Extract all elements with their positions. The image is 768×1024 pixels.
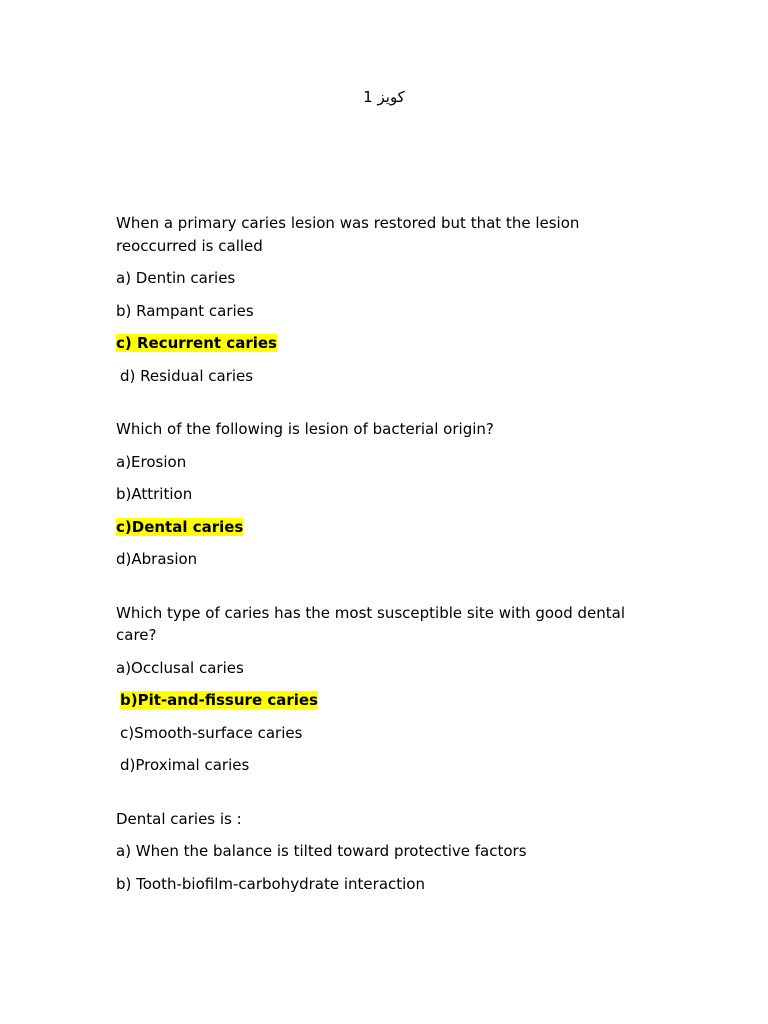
answer-option: b) Tooth-biofilm-carbohydrate interaction [116, 874, 425, 893]
question-block-1 [116, 212, 636, 387]
highlighted-answer: b)Pit-and-fissure caries [120, 691, 318, 709]
question-text: Which of the following is lesion of bacterial origin? [116, 420, 494, 438]
answer-option: d)Abrasion [116, 550, 198, 568]
highlighted-answer: c)Dental caries [116, 517, 244, 536]
answer-option: a)Occlusal caries [116, 658, 244, 677]
answer-option: d) Residual caries [120, 366, 254, 385]
quiz-content [116, 212, 636, 926]
answer-option: a) When the balance is tilted toward protective factors [116, 842, 527, 860]
question-block-3 [116, 602, 636, 777]
question-text: Dental caries is : [116, 809, 242, 828]
answer-option: c)Smooth-surface caries [120, 723, 303, 742]
correct-answer-option [116, 332, 636, 355]
answer-option: d)Proximal caries [120, 756, 250, 774]
answer-option: a) Dentin caries [116, 269, 236, 287]
correct-answer-option [116, 516, 636, 539]
question-block-2 [116, 418, 636, 571]
highlighted-answer: c) Recurrent caries [116, 334, 277, 352]
answer-option: b)Attrition [116, 485, 193, 503]
question-text: Which type of caries has the most susceptible site with good dental care? [116, 603, 626, 644]
answer-option: b) Rampant caries [116, 301, 254, 320]
question-text: When a primary caries lesion was restored but that the lesion reoccurred is called [116, 214, 580, 255]
correct-answer-option [116, 689, 636, 712]
document-title: کویز 1 [363, 88, 405, 106]
question-block-4 [116, 808, 636, 896]
answer-option: a)Erosion [116, 452, 187, 471]
